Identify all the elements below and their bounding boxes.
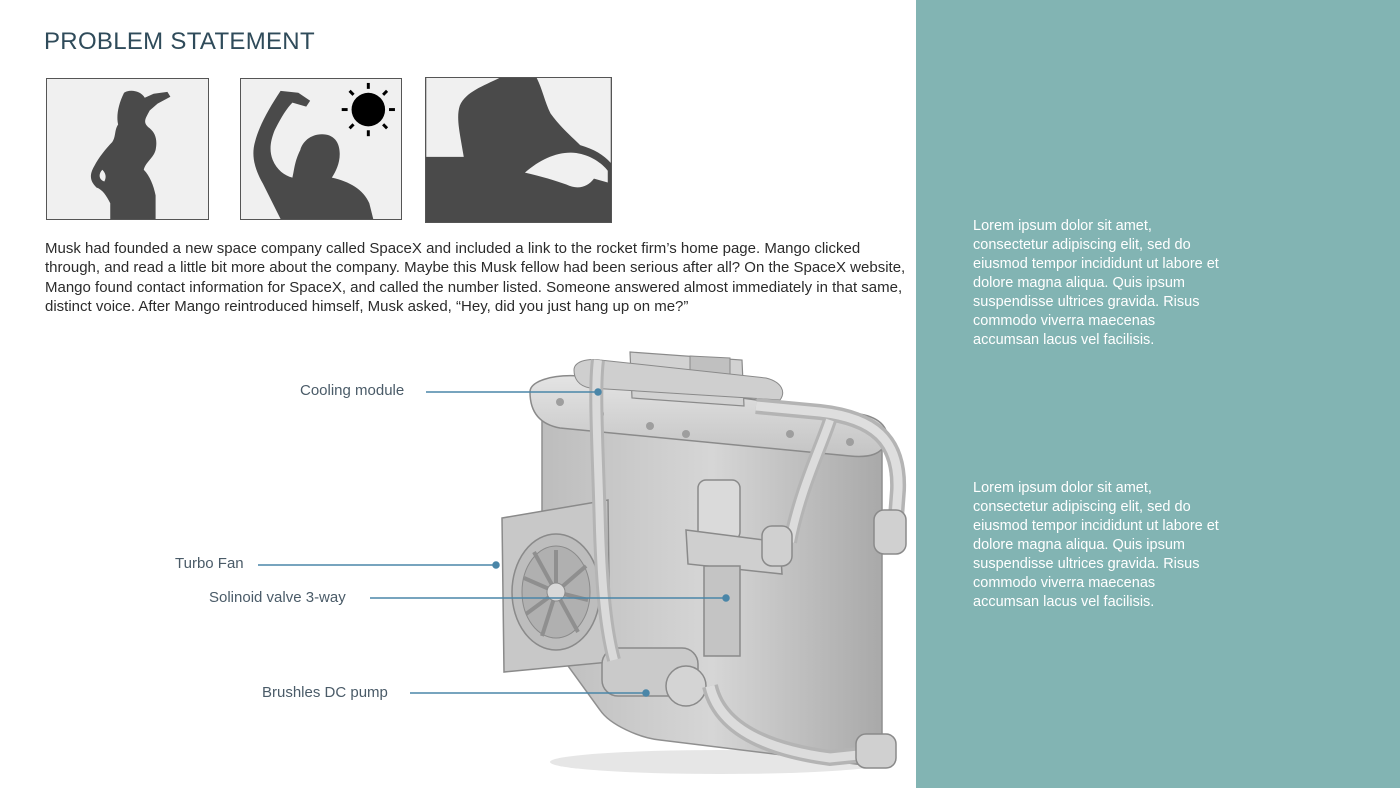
drinking-closeup-illustration (425, 77, 612, 223)
sun-icon (342, 83, 395, 136)
callout-solenoid-valve: Solinoid valve 3-way (209, 589, 346, 606)
callout-turbo-fan: Turbo Fan (175, 555, 244, 572)
person-drinking-icon (47, 79, 208, 219)
story-paragraph: Musk had founded a new space company called SpaceX and included a link to the rocket firm’s home page. Mango clicked through, and read a little bit more about the company. Maybe this Musk fellow had been serious after all? On the SpaceX website, Mango found contact information for SpaceX, and called the number listed. Someone answered almost immediately in that same, distinct voice. After Mango reintroduced himself, Musk asked, “Hey, did you just hang up on me?” (45, 240, 906, 316)
side-panel (916, 0, 1400, 788)
page-title: PROBLEM STATEMENT (44, 28, 315, 56)
callout-dc-pump: Brushles DC pump (262, 684, 388, 701)
callout-cooling-module: Cooling module (300, 382, 405, 399)
person-drinking-illustration (46, 78, 209, 220)
panel-paragraph-2: Lorem ipsum dolor sit amet, consectetur adipiscing elit, sed do eiusmod tempor incididunt ut labore et dolore magna aliqua. Quis ipsum suspendisse ultrices gravida. Risus commodo viverra maecenas accumsan lacus vel facilisis. (973, 480, 1219, 610)
panel-paragraph-1: Lorem ipsum dolor sit amet, consectetur adipiscing elit, sed do eiusmod tempor incididunt ut labore et dolore magna aliqua. Quis ipsum suspendisse ultrices gravida. Risus commodo viverra maecenas accumsan lacus vel facilisis. (973, 218, 1219, 348)
sun-drinking-illustration (240, 78, 402, 220)
cooling-unit-render (490, 330, 920, 780)
closeup-silhouette-icon (426, 78, 611, 222)
sun-drinking-icon (241, 79, 401, 219)
